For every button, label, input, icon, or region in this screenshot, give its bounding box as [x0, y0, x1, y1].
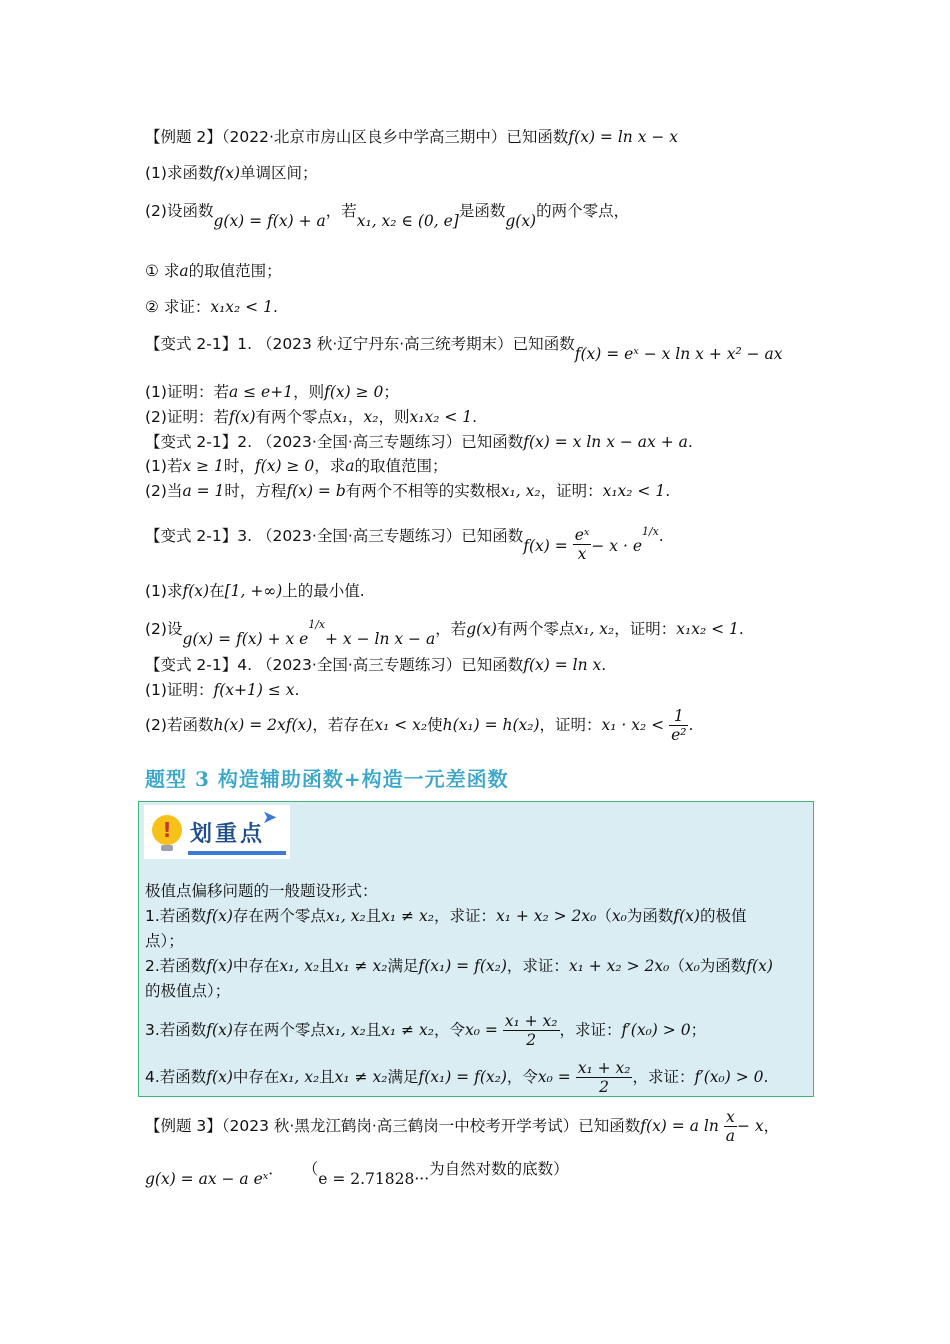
- section-heading: 题型 3 构造辅助函数+构造一元差函数: [145, 767, 509, 791]
- callout-point-4: 4.若函数f(x)中存在x₁, x₂且x₁ ≠ x₂满足f(x₁) = f(x₂)，令x₀ = $\frac{\text{x₁ + x₂}}{2}$ ，求证：f′(x₀) > 0.: [145, 1059, 769, 1096]
- variant-2-question-1: (1)若x ≥ 1时，f(x) ≥ 0，求a的取值范围；: [145, 457, 448, 475]
- lightbulb-icon: !: [152, 815, 182, 845]
- variant-4-question-1: (1)证明：f(x+1) ≤ x.: [145, 681, 300, 699]
- variant-1-question-2: (2)证明：若f(x)有两个零点x₁，x₂，则x₁x₂ < 1.: [145, 408, 478, 426]
- variant-4-title-line: 【变式 2-1】4. （2023·全国·高三专题练习）已知函数f(x) = ln x.: [145, 656, 607, 674]
- variant-3-fraction: $\frac{\text{eˣ}}{x}$: [574, 526, 590, 563]
- callout-point-3-fraction: $\frac{\text{x₁ + x₂}}{2}$: [504, 1012, 558, 1049]
- example-2-question-1: (1)求函数f(x)单调区间；: [145, 164, 318, 182]
- example-3-fraction: $\frac{x}{a}$: [725, 1108, 735, 1145]
- variant-1-title-line: 【变式 2-1】1. （2023 秋·辽宁丹东·高三统考期末）已知函数f(x) = eˣ − x ln x + x² − ax: [145, 335, 783, 363]
- callout-point-1-cont: 点）；: [145, 932, 184, 950]
- example-2-sub-2: ② 求证：x₁x₂ < 1.: [145, 298, 278, 316]
- callout-point-3: 3.若函数f(x)存在两个零点x₁, x₂且x₁ ≠ x₂，令x₀ = $\frac{\text{x₁ + x₂}}{2}$ ，求证：f′(x₀) > 0；: [145, 1012, 707, 1049]
- variant-3-question-1: (1)求f(x)在[1, +∞)上的最小值.: [145, 582, 365, 600]
- key-points-callout: [138, 801, 814, 1097]
- example-3-second-line: g(x) = ax − a eˣ． （e = 2.71828···为自然对数的底数）: [145, 1160, 569, 1188]
- example-2-title-line: [145, 126, 678, 148]
- variant-3-title-line: 【变式 2-1】3. （2023·全国·高三专题练习）已知函数f(x) = $\frac{\text{eˣ}}{x}$ − $x \cdot e^{1/x}$.: [145, 524, 664, 563]
- callout-point-4-fraction: $\frac{\text{x₁ + x₂}}{2}$: [577, 1059, 631, 1096]
- badge-label: 划重点: [190, 821, 266, 847]
- example-3-title-line: 【例题 3】（2023 秋·黑龙江鹤岗·高三鹤岗一中校考开学考试）已知函数f(x) = a ln $\frac{x}{a}$ − x，: [145, 1108, 780, 1145]
- example-2-title: 【例题 2】（2022·北京市房山区良乡中学高三期中）已知函数: [145, 128, 569, 146]
- lightbulb-base-icon: [161, 845, 173, 851]
- variant-4-fraction: $\frac{1}{\text{e²}}$: [671, 707, 687, 744]
- example-2-function: f(x) = ln x − x: [568, 128, 679, 146]
- badge-underline: [188, 851, 286, 855]
- key-points-badge: [144, 805, 290, 859]
- callout-point-2: 2.若函数f(x)中存在x₁, x₂且x₁ ≠ x₂满足f(x₁) = f(x₂)，求证：x₁ + x₂ > 2x₀（x₀为函数f(x): [145, 957, 773, 975]
- variant-2-question-2: (2)当a = 1时，方程f(x) = b有两个不相等的实数根x₁, x₂，证明：x₁x₂ < 1.: [145, 482, 671, 500]
- callout-intro: 极值点偏移问题的一般题设形式：: [145, 882, 378, 900]
- paper-plane-icon: ➤: [262, 807, 278, 828]
- example-2-sub-1: ① 求a的取值范围；: [145, 262, 282, 280]
- variant-1-question-1: (1)证明：若a ≤ e+1，则f(x) ≥ 0；: [145, 383, 399, 401]
- example-2-question-2: (2)设函数g(x) = f(x) + a，若x₁, x₂ ∈ (0, e]是函数g(x)的两个零点，: [145, 202, 630, 230]
- variant-4-question-2: (2)若函数h(x) = 2xf(x)，若存在x₁ < x₂使h(x₁) = h(x₂)，证明：x₁ · x₂ < $\frac{1}{\text{e²}}$ .: [145, 707, 694, 744]
- callout-point-2-cont: 的极值点）；: [145, 982, 231, 1000]
- variant-2-title-line: 【变式 2-1】2. （2023·全国·高三专题练习）已知函数f(x) = x ln x − ax + a.: [145, 433, 693, 451]
- callout-point-1: 1.若函数f(x)存在两个零点x₁, x₂且x₁ ≠ x₂，求证：x₁ + x₂ > 2x₀（x₀为函数f(x)的极值: [145, 907, 747, 925]
- variant-3-question-2: (2)设g(x) = f(x) + x $e^{1/x}+ x - \ln x - a$，若g(x)有两个零点x₁, x₂，证明：x₁x₂ < 1.: [145, 617, 744, 648]
